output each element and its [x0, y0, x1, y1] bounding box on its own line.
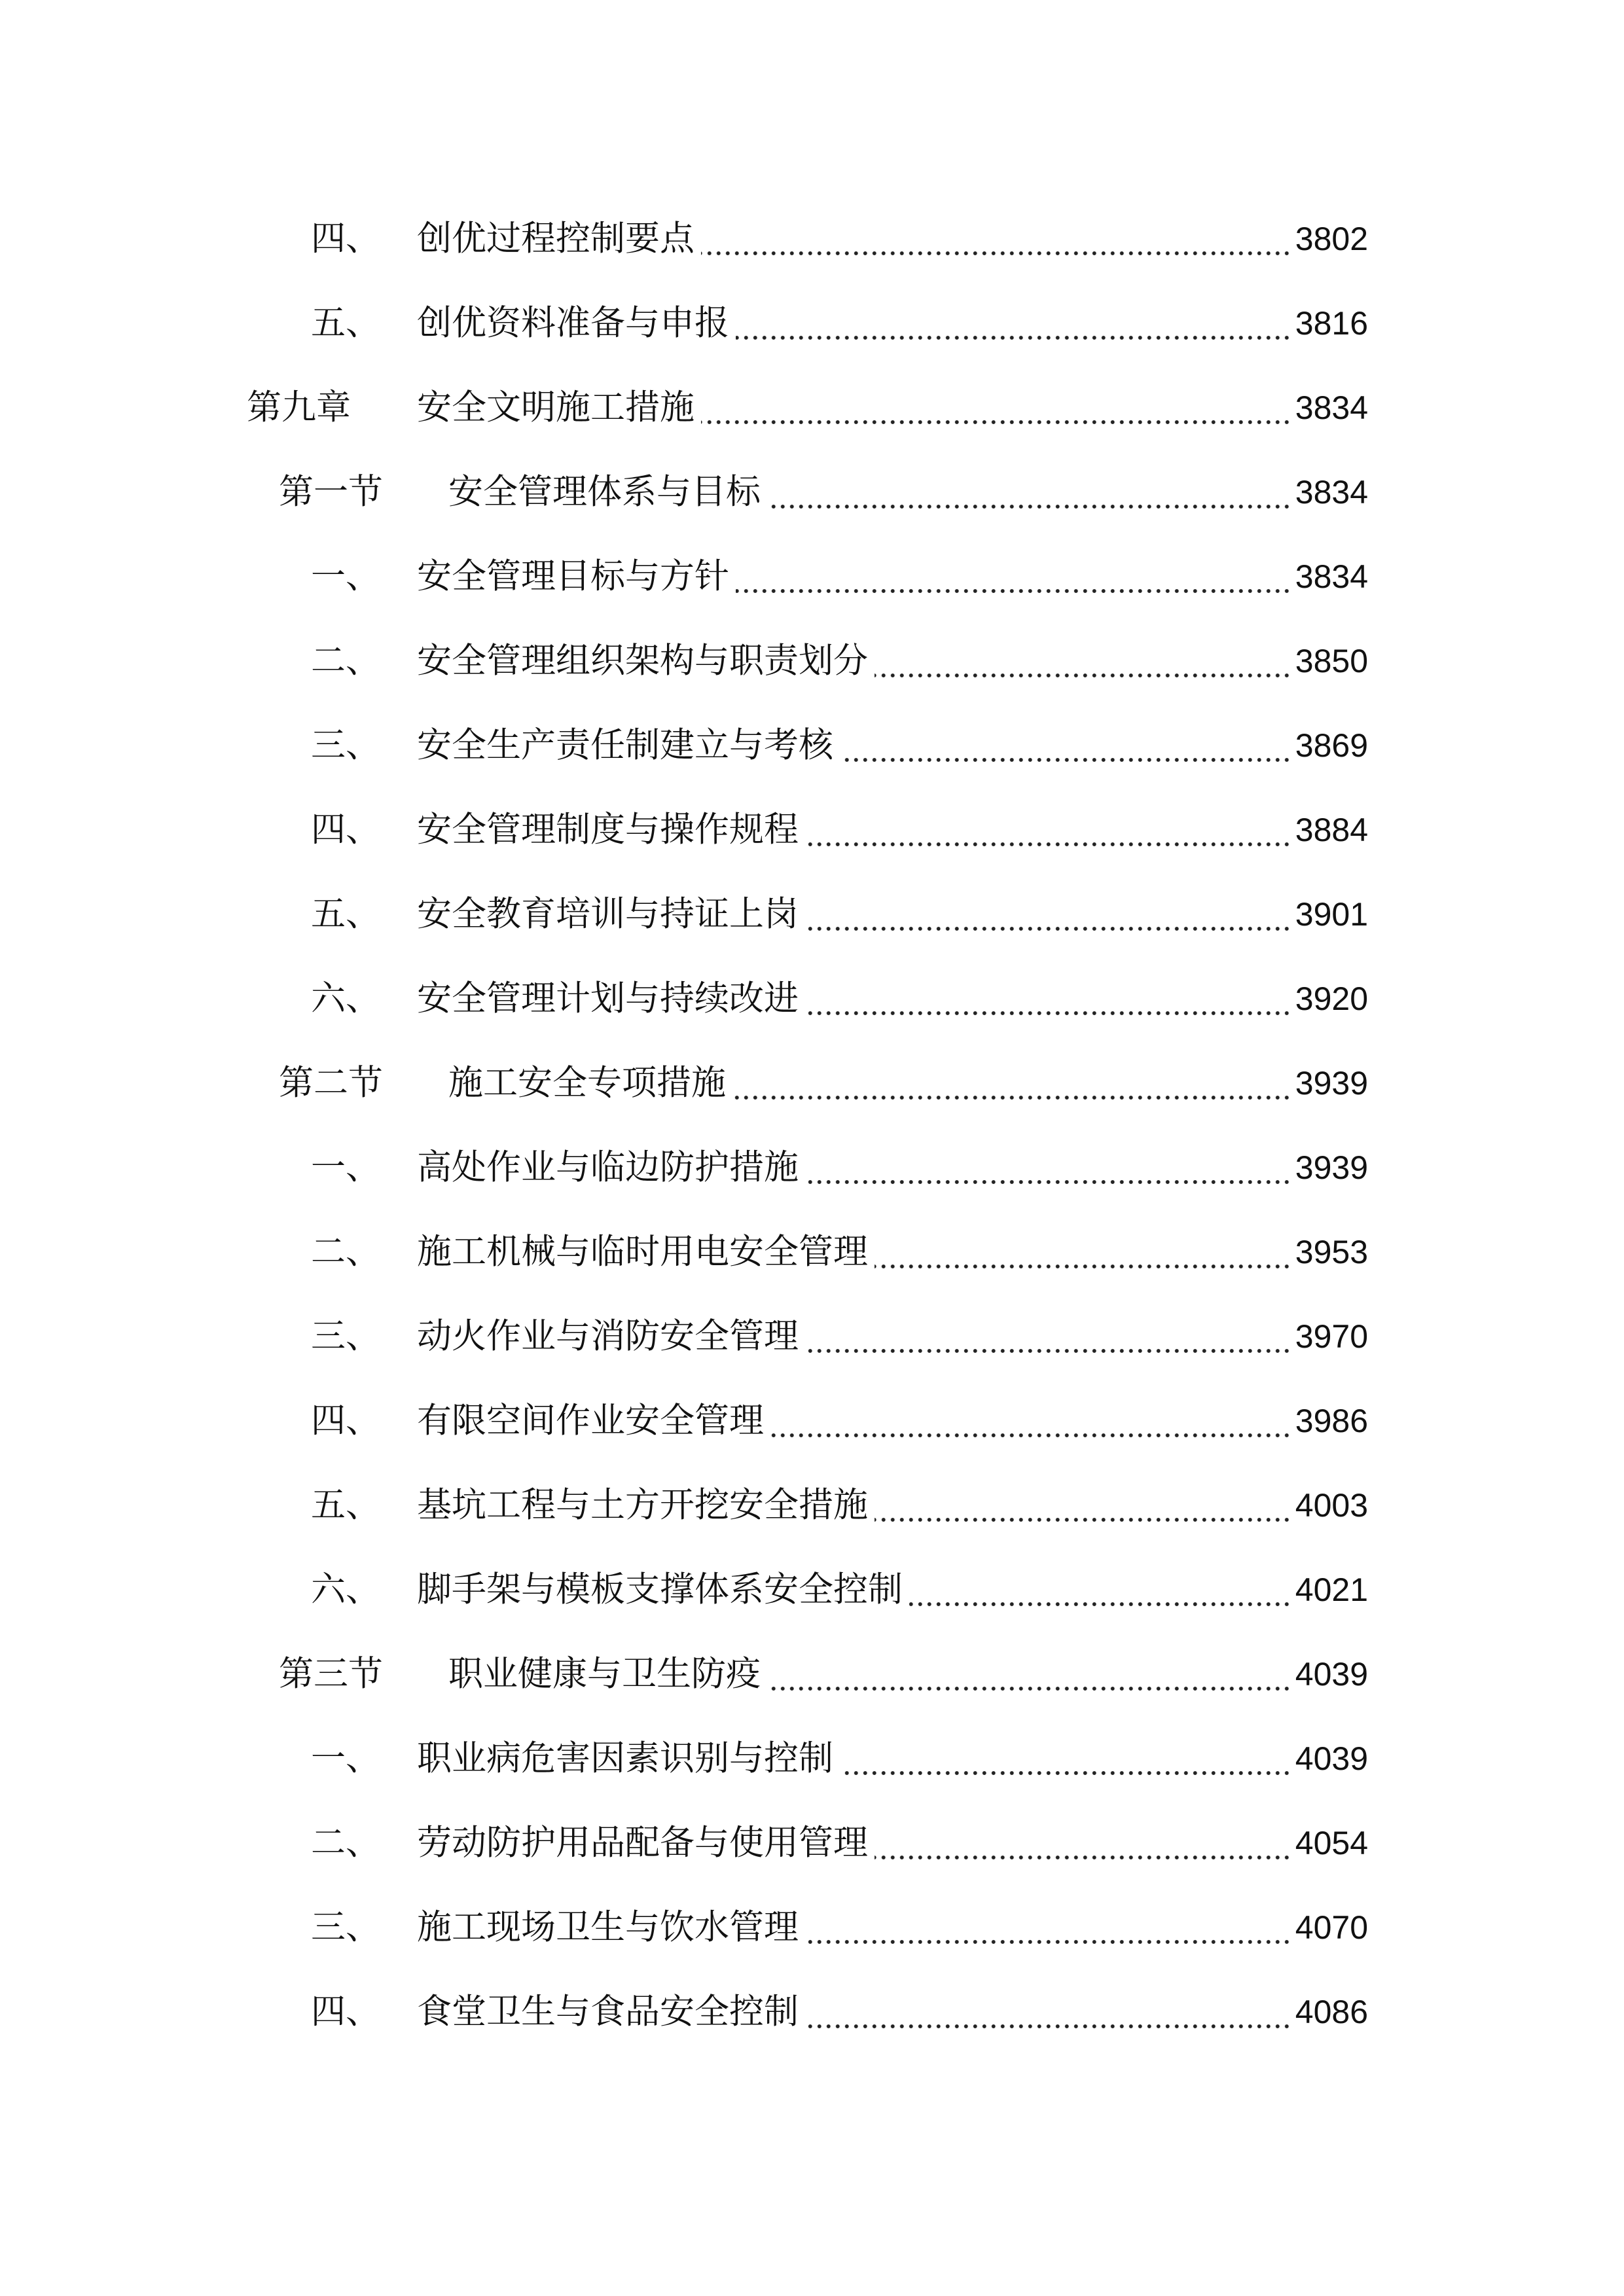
toc-entry[interactable] — [0, 1054, 1624, 1113]
toc-entry-title: 安全生产责任制建立与考核 — [417, 725, 833, 765]
toc-entry[interactable] — [0, 209, 1624, 268]
toc-entry-page: 4021 — [1295, 1571, 1368, 1608]
toc-entry-leader — [805, 800, 1368, 859]
toc-entry-leader — [875, 1814, 1368, 1873]
dot-leader — [805, 885, 1291, 944]
toc-entry-leader — [805, 1982, 1368, 2041]
toc-entry-page: 4086 — [1295, 1994, 1368, 2030]
toc-entry-title: 有限空间作业安全管理 — [417, 1401, 764, 1441]
toc-entry-leader — [875, 1476, 1368, 1535]
toc-entry-title: 创优资料准备与申报 — [417, 303, 729, 343]
dot-leader — [875, 632, 1291, 691]
toc-entry[interactable] — [0, 547, 1624, 606]
toc-entry-number: 五、 — [311, 894, 380, 934]
toc-entry-title: 施工现场卫生与饮水管理 — [417, 1907, 799, 1947]
toc-entry-title: 基坑工程与土方开挖安全措施 — [417, 1485, 868, 1525]
toc-entry-title: 施工机械与临时用电安全管理 — [417, 1232, 868, 1272]
toc-entry-title: 职业健康与卫生防疫 — [448, 1654, 761, 1694]
toc-entry[interactable] — [0, 800, 1624, 859]
toc-entry-leader — [875, 632, 1368, 691]
toc-entry-title: 安全管理目标与方针 — [417, 556, 729, 596]
toc-entry-leader — [840, 1729, 1368, 1788]
toc-entry-title: 安全管理体系与目标 — [448, 472, 761, 512]
toc-entry-number: 五、 — [311, 303, 380, 343]
toc-entry[interactable] — [0, 1645, 1624, 1704]
toc-entry-number: 三、 — [311, 725, 380, 765]
toc-entry[interactable] — [0, 1560, 1624, 1619]
toc-entry-leader — [805, 885, 1368, 944]
toc-entry-title: 安全管理组织架构与职责划分 — [417, 641, 868, 681]
toc-entry-number: 第九章 — [247, 387, 351, 427]
toc-entry-leader — [840, 716, 1368, 775]
toc-entry-page: 3920 — [1295, 980, 1368, 1017]
toc-entry-page: 4003 — [1295, 1487, 1368, 1524]
toc-entry-page: 3834 — [1295, 474, 1368, 511]
dot-leader — [701, 209, 1291, 268]
toc-entry-leader — [909, 1560, 1368, 1619]
toc-entry-leader — [805, 1307, 1368, 1366]
toc-entry-page: 4070 — [1295, 1909, 1368, 1946]
dot-leader — [875, 1223, 1291, 1282]
toc-entry-title: 安全管理制度与操作规程 — [417, 810, 799, 850]
toc-entry-title: 食堂卫生与食品安全控制 — [417, 1992, 799, 2032]
toc-entry-leader — [805, 1138, 1368, 1197]
toc-entry-title: 安全教育培训与持证上岗 — [417, 894, 799, 934]
toc-entry[interactable] — [0, 1223, 1624, 1282]
toc-entry-leader — [736, 547, 1368, 606]
toc-entry[interactable] — [0, 1307, 1624, 1366]
dot-leader — [909, 1560, 1291, 1619]
dot-leader — [767, 1645, 1291, 1704]
toc-entry-title: 创优过程控制要点 — [417, 219, 695, 259]
toc-entry-leader — [701, 209, 1368, 268]
toc-entry[interactable] — [0, 632, 1624, 691]
toc-entry-title: 脚手架与模板支撑体系安全控制 — [417, 1570, 903, 1609]
toc-entry[interactable] — [0, 1138, 1624, 1197]
toc-entry[interactable] — [0, 463, 1624, 522]
dot-leader — [805, 1982, 1291, 2041]
toc-entry-number: 第三节 — [279, 1654, 383, 1694]
toc-entry-page: 3970 — [1295, 1318, 1368, 1355]
toc-entry-page: 4039 — [1295, 1656, 1368, 1693]
dot-leader — [805, 1898, 1291, 1957]
toc-entry-title: 施工安全专项措施 — [448, 1063, 726, 1103]
toc-entry-number: 二、 — [311, 1823, 380, 1863]
toc-entry-number: 一、 — [311, 556, 380, 596]
dot-leader — [805, 800, 1291, 859]
toc-entry-page: 3939 — [1295, 1065, 1368, 1102]
toc-entry-title: 动火作业与消防安全管理 — [417, 1316, 799, 1356]
toc-entry-page: 4054 — [1295, 1825, 1368, 1861]
toc-entry-number: 第二节 — [279, 1063, 383, 1103]
dot-leader — [736, 547, 1291, 606]
toc-entry-page: 4039 — [1295, 1740, 1368, 1777]
dot-leader — [805, 1138, 1291, 1197]
toc-entry-number: 二、 — [311, 641, 380, 681]
toc-entry-page: 3953 — [1295, 1234, 1368, 1270]
toc-entry[interactable] — [0, 1391, 1624, 1450]
dot-leader — [875, 1814, 1291, 1873]
toc-entry-leader — [805, 969, 1368, 1028]
toc-entry-number: 六、 — [311, 1570, 380, 1609]
toc-entry-page: 3850 — [1295, 643, 1368, 679]
dot-leader — [736, 294, 1291, 353]
toc-entry[interactable] — [0, 1476, 1624, 1535]
dot-leader — [875, 1476, 1291, 1535]
toc-entry-title: 安全管理计划与持续改进 — [417, 978, 799, 1018]
dot-leader — [732, 1054, 1291, 1113]
toc-entry-page: 3834 — [1295, 389, 1368, 426]
toc-entry-leader — [767, 1645, 1368, 1704]
toc-entry-number: 四、 — [311, 810, 380, 850]
toc-entry-title: 安全文明施工措施 — [417, 387, 695, 427]
toc-entry-title: 职业病危害因素识别与控制 — [417, 1738, 833, 1778]
toc-entry-title: 劳动防护用品配备与使用管理 — [417, 1823, 868, 1863]
dot-leader — [770, 1391, 1291, 1450]
toc-entry[interactable] — [0, 1814, 1624, 1873]
dot-leader — [840, 716, 1291, 775]
dot-leader — [805, 1307, 1291, 1366]
toc-entry-number: 三、 — [311, 1907, 380, 1947]
toc-entry-leader — [805, 1898, 1368, 1957]
toc-entry-number: 四、 — [311, 219, 380, 259]
dot-leader — [767, 463, 1291, 522]
toc-entry[interactable] — [0, 1729, 1624, 1788]
toc-entry-page: 3816 — [1295, 305, 1368, 342]
dot-leader — [840, 1729, 1291, 1788]
toc-entry[interactable] — [0, 1982, 1624, 2041]
toc-entry-leader — [767, 463, 1368, 522]
toc-entry-page: 3986 — [1295, 1403, 1368, 1439]
toc-entry-leader — [736, 294, 1368, 353]
toc-entry-leader — [770, 1391, 1368, 1450]
toc-entry-page: 3834 — [1295, 558, 1368, 595]
toc-entry-number: 第一节 — [279, 472, 383, 512]
toc-entry-title: 高处作业与临边防护措施 — [417, 1147, 799, 1187]
toc-entry-number: 一、 — [311, 1738, 380, 1778]
toc-entry-leader — [875, 1223, 1368, 1282]
toc-entry-page: 3939 — [1295, 1149, 1368, 1186]
toc-entry-number: 四、 — [311, 1401, 380, 1441]
toc-entry[interactable] — [0, 969, 1624, 1028]
toc-entry-number: 一、 — [311, 1147, 380, 1187]
dot-leader — [805, 969, 1291, 1028]
toc-entry[interactable] — [0, 1898, 1624, 1957]
toc-entry[interactable] — [0, 885, 1624, 944]
toc-entry-number: 二、 — [311, 1232, 380, 1272]
toc-entry-leader — [732, 1054, 1368, 1113]
toc-entry-number: 四、 — [311, 1992, 380, 2032]
toc-entry-number: 三、 — [311, 1316, 380, 1356]
toc-entry[interactable] — [0, 716, 1624, 775]
toc-entry-page: 3901 — [1295, 896, 1368, 933]
toc-entry[interactable] — [0, 294, 1624, 353]
toc-entry-leader — [701, 378, 1368, 437]
toc-entry[interactable] — [0, 378, 1624, 437]
toc-entry-page: 3884 — [1295, 812, 1368, 848]
toc-entry-page: 3802 — [1295, 221, 1368, 257]
toc-entry-number: 五、 — [311, 1485, 380, 1525]
toc-entry-number: 六、 — [311, 978, 380, 1018]
dot-leader — [701, 378, 1291, 437]
toc-entry-page: 3869 — [1295, 727, 1368, 764]
